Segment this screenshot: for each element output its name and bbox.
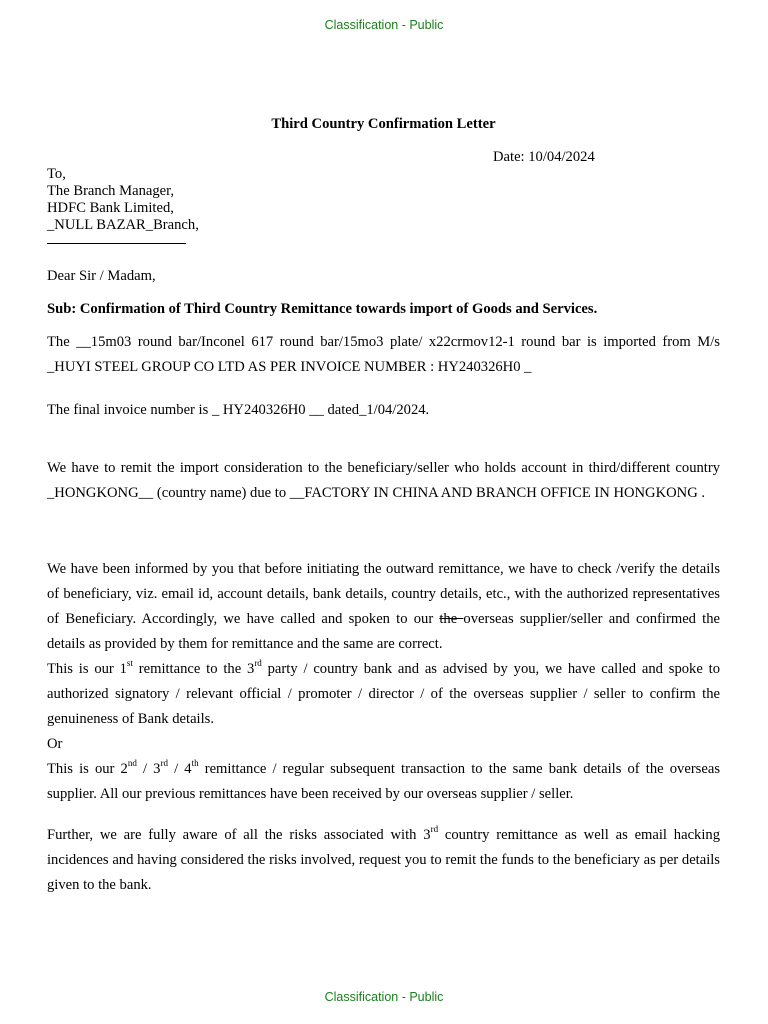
address-recipient-title: The Branch Manager, — [47, 183, 175, 199]
verification-text-start: We have been informed by you that before initiating the outward remittance, we have to check /verify the details of beneficiary, viz. email id, account details, bank details, country details, etc., with the authorized representatives of Beneficiary. Accordingly, we have called and spoken to our — [47, 561, 720, 627]
first-remittance-sup-rd: rd — [254, 658, 262, 669]
letter-date: Date: 10/04/2024 — [493, 149, 595, 165]
subsequent-remittance-d: remittance / regular subsequent transaction to the same bank details of the overseas supplier. All our previous remittances have been received by our overseas supplier / seller. — [47, 761, 720, 802]
verification-text-end: overseas supplier/seller and confirmed the details as provided by them for remittance and the same are correct. — [47, 611, 720, 652]
first-remittance-c: party / country bank and as advised by you, we have called and spoke to authorized signatory / relevant official / promoter / director / of the overseas supplier / seller to confirm the genuineness of Bank details. — [47, 661, 721, 727]
salutation: Dear Sir / Madam, — [47, 268, 156, 284]
classification-footer: Classification - Public — [324, 990, 444, 1004]
paragraph-invoice: The final invoice number is _ HY240326H0 __ dated_1/04/2024. — [47, 402, 430, 418]
paragraph-risk-acknowledgement — [47, 823, 720, 898]
first-remittance-b: remittance to the 3 — [132, 661, 255, 677]
subsequent-remittance-c: / 4 — [167, 761, 192, 777]
subsequent-sup-th: th — [191, 758, 199, 769]
address-branch: _NULL BAZAR_Branch, — [47, 217, 199, 233]
subsequent-remittance-a: This is our 2 — [47, 761, 128, 777]
blank-underline — [47, 243, 186, 244]
subsequent-remittance-b: / 3 — [136, 761, 161, 777]
subsequent-sup-nd: nd — [127, 758, 137, 769]
risk-text-b: country remittance as well as email hacking incidences and having considered the risks involved, request you to remit the funds to the beneficiary as per details given to the bank. — [47, 827, 720, 893]
first-remittance-a: This is our 1 — [47, 661, 127, 677]
address-to: To, — [47, 166, 66, 182]
paragraph-verification — [47, 557, 720, 807]
letter-title: Third Country Confirmation Letter — [271, 116, 496, 132]
classification-header: Classification - Public — [324, 18, 444, 32]
or-separator: Or — [47, 736, 63, 752]
subject-line: Sub: Confirmation of Third Country Remittance towards import of Goods and Services. — [47, 301, 598, 317]
subsequent-sup-rd: rd — [160, 758, 168, 769]
paragraph-remittance-reason: We have to remit the import consideration to the beneficiary/seller who holds account in third/different country _HONGKONG__ (country name) due to __FACTORY IN CHINA AND BRANCH OFFICE IN HONGKONG . — [47, 460, 720, 501]
paragraph-import-details: The __15m03 round bar/Inconel 617 round bar/15mo3 plate/ x22crmov12-1 round bar is imported from M/s _HUYI STEEL GROUP CO LTD AS PER INVOICE NUMBER : HY240326H0 _ — [47, 334, 720, 375]
first-remittance-sup-st: st — [126, 658, 133, 669]
recipient-address — [47, 166, 199, 234]
risk-sup-rd: rd — [430, 824, 439, 835]
struck-text: the — [439, 611, 464, 627]
address-bank: HDFC Bank Limited, — [47, 200, 174, 216]
risk-text-a: Further, we are fully aware of all the risks associated with 3 — [47, 827, 431, 843]
